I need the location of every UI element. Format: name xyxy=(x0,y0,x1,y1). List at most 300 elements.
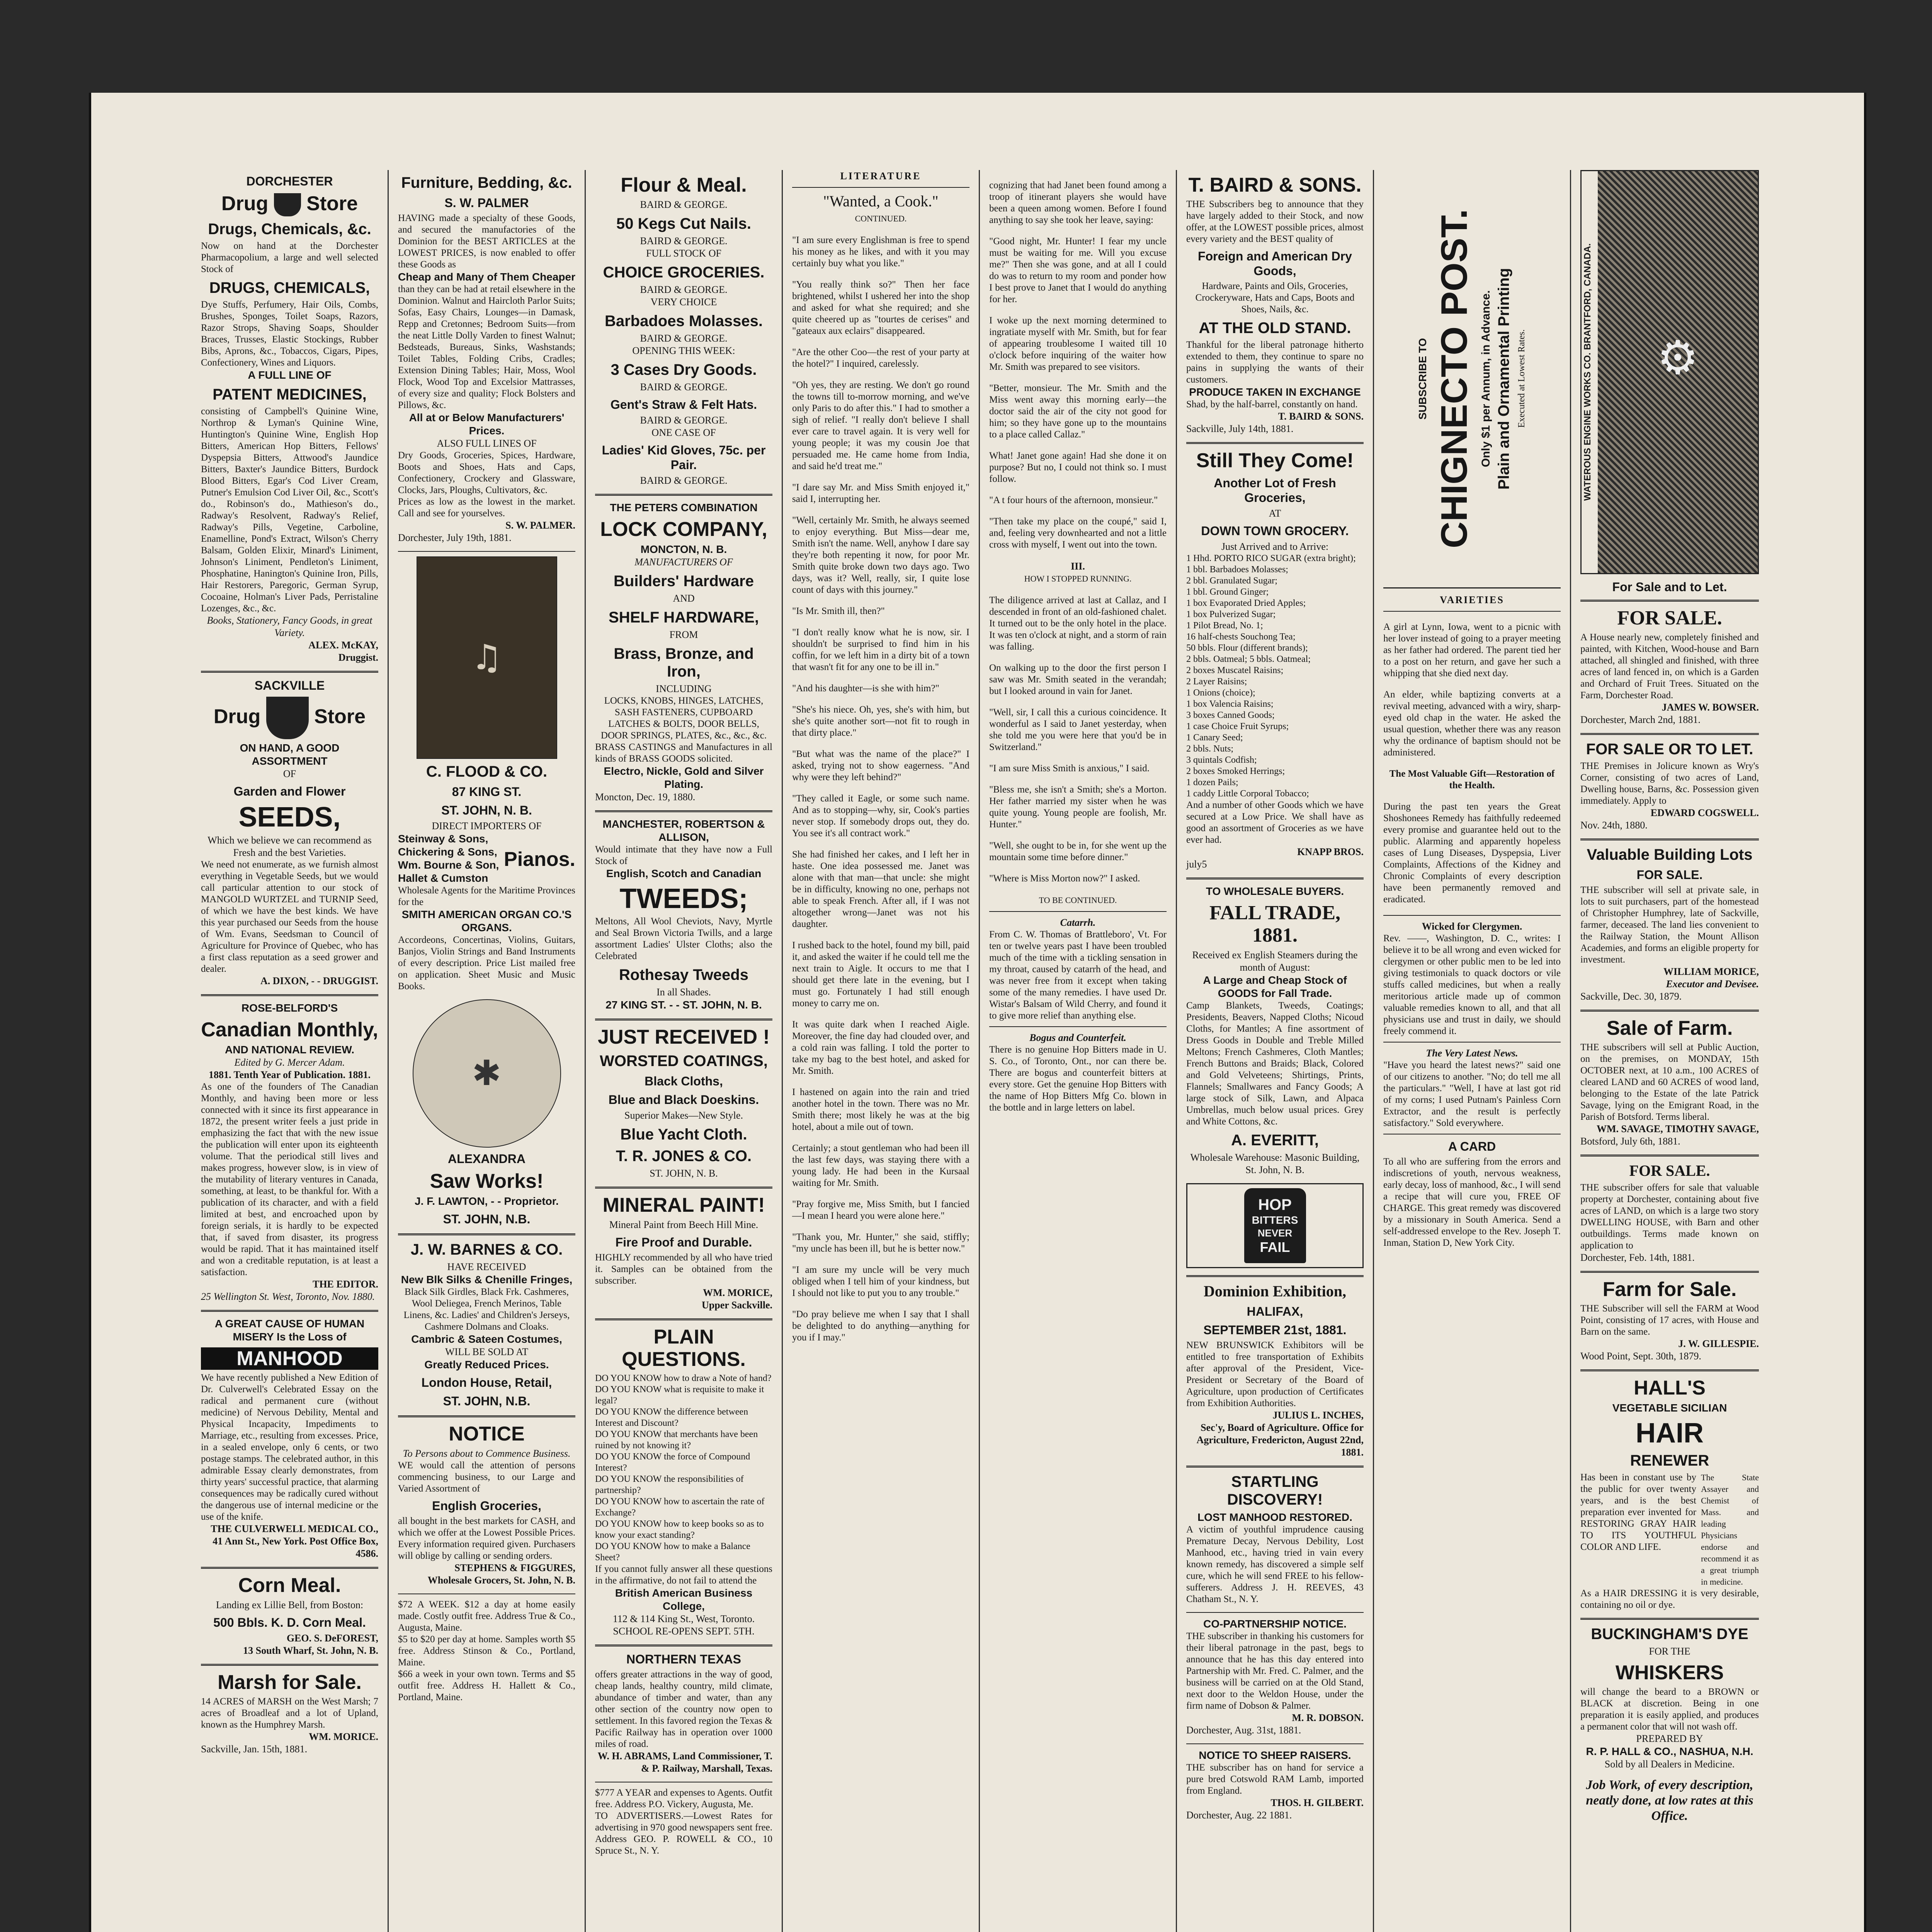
grocery-arrived: Just Arrived and to Arrive: xyxy=(1221,541,1329,552)
lots-body: THE subscriber will sell at private sale, in lots to suit purchasers, part of the homestead of Christopher Humphrey, late of Sackville, farmer, deceased. The land lies convenient to the Railway Station, the Mount Allison Academies, and forms an eligible property for investment. xyxy=(1580,885,1759,965)
corn-signer: GEO. S. DeFOREST, xyxy=(286,1633,378,1644)
variety-paragraph: An elder, while baptizing converts at a revival meeting, advanced with a wiry, sharp-eyed old chap in the water. He asked the usual question, whether there was any reason why the ordinance of baptism should not be administered. xyxy=(1383,689,1561,758)
story-paragraph: "Good night, Mr. Hunter! I fear my uncle must be waiting for me. Will you excuse me?" Then she was gone, and at all I could do was to return to my room and ponder how I best prove to Janet that I would do anything for her. xyxy=(989,236,1167,304)
buckingham-sub: FOR THE xyxy=(1649,1646,1690,1657)
exhibition-ad xyxy=(1186,1282,1364,1459)
furniture-body2: than they can be had at retail elsewhere in the Dominion. Walnut and Haircloth Parlor Suits; Sofas, Easy Chairs, Lounges—in Damask, Repp and Cretonnes; Bedroom Suits—from the neat Little Dolly Varden to finest Walnut; Bedsteads, Bureaus, Sinks, Washstands; Toilet Tables, Folding Cribs, Cradles; Extension Dining Tables; Hair, Moss, Wool Flock, Wood Top and Excelsior Mattrasses, of every size and quality; Flock Bolsters and Pillows, &c. xyxy=(398,284,575,410)
drug-subhead: DRUGS, CHEMICALS, xyxy=(209,279,370,297)
flour-firm: BAIRD & GEORGE. xyxy=(640,333,728,344)
divider xyxy=(989,911,1167,912)
varieties-text xyxy=(1383,621,1561,905)
divider xyxy=(1580,838,1759,840)
grocery-at: AT xyxy=(1269,508,1281,519)
to-let-caption: For Sale and to Let. xyxy=(1612,580,1727,594)
news-title: The Very Latest News. xyxy=(1426,1048,1518,1059)
flour-full: FULL STOCK OF xyxy=(646,248,722,259)
buckingham-whiskers: WHISKERS xyxy=(1615,1662,1724,1684)
drug-store-town: DORCHESTER xyxy=(246,174,333,188)
baird-shad: Shad, by the half-barrel, constantly on hand. xyxy=(1186,399,1358,410)
organ-icon: ♫ xyxy=(471,637,502,678)
column-1 xyxy=(192,170,389,1932)
drug-store-ad-dorchester xyxy=(201,174,378,664)
story-paragraph: "Well, certainly Mr. Smith, he always seemed to enjoy everything. But Miss—dear me, Smith isn't the name. Well, anyhow I dare say they're both repenting it now, for poor Mr. Smith quite broke down two days ago. Two days, was it? Well, really, sir, I quite lose count of days with this journey." xyxy=(792,515,969,595)
paint-title: MINERAL PAINT! xyxy=(602,1194,765,1216)
exhibition-body: NEW BRUNSWICK Exhibitors will be entitled to free transportation of Exhibits after approval of the President, Vice-President or Secretary of the Board of Agriculture, upon production of Certificates from Exhibition Authorities. xyxy=(1186,1340,1364,1408)
question-item: DO YOU KNOW what is requisite to make it legal? xyxy=(595,1384,764,1406)
barnes-prices: Greatly Reduced Prices. xyxy=(424,1359,549,1371)
halls-content xyxy=(1580,1472,1759,1588)
divider xyxy=(1383,1042,1561,1043)
flood-pianos: Pianos. xyxy=(504,848,575,871)
notice-role: Wholesale Grocers, St. John, N. B. xyxy=(427,1575,575,1586)
divider xyxy=(595,810,772,812)
lock-over: THE PETERS COMBINATION xyxy=(610,502,758,514)
wholesale-items: Camp Blankets, Tweeds, Coatings; Presidents, Beavers, Napped Cloths; Nicoud Cloths, for Mantles; A fine assortment of Dress Goods in Double and Treble Milled Meltons; French Cashmeres, Cloth Mantles; French Buttons and Braids; Black, Colored and Gold Velveteens; Shirtings, Prints, Flannels; Smallwares and Fancy Goods; A large stock of Silk, Lawn, and Alpaca Umbrellas, much below usual prices. Grey and White Cottons, &c. xyxy=(1186,1000,1364,1127)
lock-date: Moncton, Dec. 19, 1880. xyxy=(595,791,696,803)
question-item: DO YOU KNOW how to ascertain the rate of Exchange? xyxy=(595,1497,765,1518)
furniture-body: HAVING made a specialty of these Goods, and secured the manufactories of the Dominion for the BEST ARTICLES at the LOWEST PRICES, is now enabled to offer these Goods as xyxy=(398,213,575,270)
flour-grocer: CHOICE GROCERIES. xyxy=(603,264,765,281)
manchester-body: Would intimate that they have now a Full Stock of xyxy=(595,844,772,866)
flood-organs: SMITH AMERICAN ORGAN CO.'S ORGANS. xyxy=(401,908,572,934)
copartnership-body: THE subscriber in thanking his customers for their liberal patronage in the past, begs to announce that he has this day entered into Partnership with Mr. Fred. C. Palmer, and the business will be carried on at the Old Stand, next door to the Weldon House, under the firm name of Dobson & Palmer. xyxy=(1186,1631,1364,1711)
mineral-paint-ad xyxy=(595,1194,772,1311)
jones-yacht: Blue Yacht Cloth. xyxy=(620,1126,747,1143)
variety-paragraph: A girl at Lynn, Iowa, went to a picnic with her lover instead of going to a prayer meeting as her father had ordered. The parent tied her to a post on her return, and gave her such a whipping that she died next day. xyxy=(1383,622,1561,679)
section-number: III. xyxy=(1071,561,1085,572)
notice-signer: STEPHENS & FIGGURES, xyxy=(454,1562,575,1573)
story-paragraph: "I don't really know what he is now, sir. I shouldn't be surprised to find him in his coffin, for we left him in a dirty bit of a town that wasn't fit for any one to be ill in." xyxy=(792,627,969,672)
barnes-ad xyxy=(398,1241,575,1408)
lots-signer: WILLIAM MORICE, xyxy=(1663,966,1759,977)
copartnership-date: Dorchester, Aug. 31st, 1881. xyxy=(1186,1725,1301,1736)
story-paragraph: "Where is Miss Morton now?" I asked. xyxy=(989,873,1140,884)
of-label: OF xyxy=(283,768,296,780)
wholesale-ad xyxy=(1186,885,1364,1176)
divider xyxy=(595,1019,772,1020)
story-paragraph: "I dare say Mr. and Miss Smith enjoyed it," said I, interrupting her. xyxy=(792,482,969,504)
story-paragraph: Certainly; a stout gentleman who had been ill the last few days, was staying there with a young lady. He had been in the Kursaal waiting for Mr. Smith. xyxy=(792,1143,969,1188)
flour-title: Flour & Meal. xyxy=(621,174,747,196)
for-sale-ad xyxy=(1580,607,1759,726)
hop-bitters-ad xyxy=(1186,1183,1364,1268)
barnes-cambric: Cambric & Sateen Costumes, xyxy=(411,1333,562,1345)
small-ad: $66 a week in your own town. Terms and $5 outfit free. Address H. Hallett & Co., Portland, Maine. xyxy=(398,1669,575,1702)
marsh-date: Sackville, Jan. 15th, 1881. xyxy=(201,1743,308,1755)
divider xyxy=(1186,1466,1364,1468)
barnes-head: New Blk Silks & Chenille Fringes, xyxy=(401,1274,573,1286)
baird-thanks: Thankful for the liberal patronage hitherto extended to them, they continue to spare no pains in supplying the wants of their customers. xyxy=(1186,340,1364,385)
lock-from: FROM xyxy=(669,629,698,640)
story-paragraph: "Well, sir, I call this a curious coincidence. It wonderful as I said to Janet yesterday, when she told me you were here that you'd be in Switzerland." xyxy=(989,707,1167,752)
startling-ad xyxy=(1186,1473,1364,1605)
grocery-item: 1 bbl. Barbadoes Molasses; xyxy=(1186,565,1288,575)
manhood-body: We have recently published a New Edition of Dr. Culverwell's Celebrated Essay on the radical and permanent cure (without medicine) of Nervous Debility, Mental and Physical Incapacity, Impediments to Marriage, etc., resulting from excesses. Price, in a sealed envelope, only 6 cents, or two postage stamps. The celebrated author, in this admirable Essay clearly demonstrates, from thirty years' successful practice, that alarming consequences may be radically cured without the dangerous use of internal medicine or the use of the knife. xyxy=(201,1372,378,1522)
marsh-ad xyxy=(201,1671,378,1755)
card-body: To all who are suffering from the errors and indiscretions of youth, nervous weakness, early decay, loss of manhood, &c., I will send a recipe that will cure you, FREE OF CHARGE. This great remedy was discovered by a missionary in South America. Send a self-addressed envelope to the Rev. Joseph T. Inman, Station D, New York City. xyxy=(1383,1156,1561,1248)
lock-city: MONCTON, N. B. xyxy=(640,543,727,555)
small-ad: $72 A WEEK. $12 a day at home easily made. Costly outfit free. Address True & Co., Augusta, Maine. xyxy=(398,1599,575,1633)
farm-sale-title: Sale of Farm. xyxy=(1606,1017,1733,1039)
grocery-item: 1 Onions (choice); xyxy=(1186,688,1255,698)
questions-addr: 112 & 114 King St., West, Toronto. xyxy=(612,1613,755,1624)
hop-label-mid: BITTERS xyxy=(1252,1214,1298,1226)
halls-renewer: RENEWER xyxy=(1630,1452,1709,1469)
saw-title: Saw Works! xyxy=(430,1170,544,1192)
flood-city: ST. JOHN, N. B. xyxy=(441,803,532,817)
seeds-text: Which we believe we can recommend as Fresh and the best Varieties. xyxy=(207,835,372,859)
farm-for-sale-ad xyxy=(1580,1278,1759,1362)
divider xyxy=(1383,611,1561,612)
for-sale-signer: JAMES W. BOWSER. xyxy=(1662,702,1759,713)
exhibition-role: Sec'y, Board of Agriculture. Office for Agriculture, Fredericton, August 22nd, 1881. xyxy=(1196,1422,1364,1458)
jones-doeskins: Blue and Black Doeskins. xyxy=(608,1093,759,1107)
halls-name: HALL'S xyxy=(1634,1377,1706,1399)
drug-store-title-right: Store xyxy=(306,192,358,215)
story-continued: CONTINUED. xyxy=(855,214,907,223)
question-item: DO YOU KNOW how to draw a Note of hand? xyxy=(595,1373,772,1383)
baird-sons-ad xyxy=(1186,174,1364,435)
exhibition-signer: JULIUS L. INCHES, xyxy=(1272,1410,1364,1421)
drug-store-title xyxy=(201,697,378,739)
divider xyxy=(1580,600,1759,602)
flour-molasses: Barbadoes Molasses. xyxy=(604,313,763,330)
story-text-part3 xyxy=(989,595,1167,884)
post-subscribe: SUBSCRIBE TO xyxy=(1416,338,1429,420)
baird-items: Hardware, Paints and Oils, Groceries, Crockeryware, Hats and Caps, Boots and Shoes, Nails, &c. xyxy=(1195,281,1355,315)
lock-castings: BRASS CASTINGS and Manufactures in all kinds of BRASS GOODS solicited. xyxy=(595,742,772,764)
building-lots-ad xyxy=(1580,846,1759,1003)
question-item: DO YOU KNOW the force of Compound Interest? xyxy=(595,1452,750,1473)
seeds-signer: A. DIXON, - - DRUGGIST. xyxy=(260,975,378,987)
bogus-body: There is no genuine Hop Bitters made in U. S. Co., of Toronto, Ont., nor can there be. There are bogus and counterfeit bitters at every store. Get the genuine Hop Bitters with the name of Hop Bitters Mfg Co. blown in the bottle and in large letters on label. xyxy=(989,1044,1167,1113)
paint-sub: Mineral Paint from Beech Hill Mine. xyxy=(609,1219,759,1230)
texas-body: offers greater attractions in the way of good, cheap lands, healthy country, mild climate, abundance of timber and water, than any other section of the country now open to settlement. In this favored region the Texas & Pacific Railway has in operation over 1000 miles of road. xyxy=(595,1669,772,1749)
drug-store-title-right: Store xyxy=(314,706,366,728)
for-sale2-title: FOR SALE. xyxy=(1629,1162,1710,1179)
baird-produce: PRODUCE TAKEN IN EXCHANGE xyxy=(1189,386,1361,398)
bogus-title: Bogus and Counterfeit. xyxy=(1029,1032,1126,1043)
grocery-item: 2 Layer Raisins; xyxy=(1186,677,1247,687)
story-title: "Wanted, a Cook." xyxy=(823,192,939,210)
barnes-items: Black Silk Girdles, Black Frk. Cashmeres, Wool Deliegea, French Merinos, Table Linens, &c. Ladies' and Children's Jerseys, Cashmere Dolmans and Cloaks. xyxy=(403,1287,570,1332)
divider xyxy=(1580,1271,1759,1273)
story-paragraph: "Well, she ought to be in, for she went up the mountain some time before dinner." xyxy=(989,840,1167,862)
wholesale-role: Wholesale Warehouse: Masonic Building, St. John, N. B. xyxy=(1190,1152,1360,1175)
furniture-title: Furniture, Bedding, &c. xyxy=(401,174,572,191)
lots-sub: FOR SALE. xyxy=(1636,868,1703,882)
question-item: DO YOU KNOW how to keep books so as to know your exact standing? xyxy=(595,1519,764,1540)
monthly-title: Canadian Monthly, xyxy=(201,1019,378,1041)
flour-firm: BAIRD & GEORGE. xyxy=(640,235,728,247)
lots-role: Executor and Devisee. xyxy=(1666,978,1759,990)
drug-store-ad-sackville xyxy=(201,678,378,987)
engine-illustration xyxy=(1598,171,1758,573)
jones-firm: T. R. JONES & CO. xyxy=(616,1148,752,1165)
lock-brass: Brass, Bronze, and Iron, xyxy=(614,645,754,680)
story-paragraph: She had finished her cakes, and I left her in haste. One idea possessed me. Janet was alone with that man—that uncle: she might be in difficulty, knowing no one, perhaps not able to speak French. After all, if I was not altogether wrong—Janet was not his daughter. xyxy=(792,849,969,929)
story-paragraph: "She's his niece. Oh, yes, she's with him, but she's quite another sort—not fit to rough in that dirty place." xyxy=(792,704,969,738)
job-work-notice: Job Work, of every description, neatly done, at low rates at this Office. xyxy=(1586,1778,1753,1823)
corn-addr: 13 South Wharf, St. John, N. B. xyxy=(243,1645,378,1656)
flour-firm: BAIRD & GEORGE. xyxy=(640,475,728,486)
monthly-over: ROSE-BELFORD'S xyxy=(241,1002,338,1014)
buckingham-firm: R. P. HALL & CO., NASHUA, N.H. xyxy=(1586,1745,1753,1757)
column-2 xyxy=(389,170,586,1932)
grocery-item: 2 bbls. Nuts; xyxy=(1186,744,1234,754)
divider xyxy=(201,1664,378,1666)
manchester-addr: 27 KING ST. - - ST. JOHN, N. B. xyxy=(605,999,762,1011)
question-item: DO YOU KNOW the responsibilities of partnership? xyxy=(595,1474,744,1495)
story-paragraph: The diligence arrived at last at Callaz, and I descended in front of an old-fashioned chalet. It turned out to be the only hotel in the place. It was ten o'clock at night, and a storm of rain was falling. xyxy=(989,595,1167,652)
furniture-prices: Prices as low as the lowest in the market. Call and see for yourselves. xyxy=(398,497,575,519)
halls-vegetable: VEGETABLE SICILIAN xyxy=(1612,1402,1727,1414)
grocery-ad xyxy=(1186,449,1364,871)
flour-firm: BAIRD & GEORGE. xyxy=(640,284,728,295)
farm-title: Farm for Sale. xyxy=(1602,1278,1737,1301)
monthly-address: 25 Wellington St. West, Toronto, Nov. 1880. xyxy=(201,1291,375,1303)
paint-signer: WM. MORICE, xyxy=(703,1287,772,1298)
column-7 xyxy=(1374,170,1571,1932)
divider xyxy=(201,994,378,996)
sheep-date: Dorchester, Aug. 22 1881. xyxy=(1186,1810,1292,1821)
drug-store-title-left: Drug xyxy=(221,192,269,215)
divider xyxy=(398,1233,575,1235)
baird-date: Sackville, July 14th, 1881. xyxy=(1186,423,1294,434)
furniture-cheap: Cheap and Many of Them Cheaper xyxy=(398,271,575,283)
engine-icon: ⚙ xyxy=(1657,331,1699,385)
story-paragraph: I rushed back to the hotel, found my bill, paid it, and asked the waiter if he could tell me the next train to Aigle. It occurs to me that I should get there late in the evening, but I must go. Fortunately I had still enough money to carry me on. xyxy=(792,940,969,1009)
sheep-body: THE subscriber has on hand for service a pure bred Cotswold RAM Lamb, imported from England. xyxy=(1186,1762,1364,1796)
sale-let-date: Nov. 24th, 1880. xyxy=(1580,820,1648,831)
grocery-title: Still They Come! xyxy=(1196,449,1354,472)
exhibition-city: HALIFAX, xyxy=(1247,1304,1303,1318)
divider xyxy=(1186,1743,1364,1744)
lock-builders: Builders' Hardware xyxy=(614,573,754,590)
wholesale-head: TO WHOLESALE BUYERS. xyxy=(1206,885,1344,897)
manhood-address: THE CULVERWELL MEDICAL CO., 41 Ann St., New York. Post Office Box, 4586. xyxy=(211,1523,378,1560)
grocery-item: 2 bbls. Oatmeal; 5 bbls. Oatmeal; xyxy=(1186,654,1311,664)
catarrh-title: Catarrh. xyxy=(1060,917,1096,928)
story-paragraph: "Are the other Coo—the rest of your party at the hotel?" I inquired, carelessly. xyxy=(792,347,969,369)
grocery-item: 1 Canary Seed; xyxy=(1186,733,1243,743)
patent-medicines-list: consisting of Campbell's Quinine Wine, Northrop & Lyman's Quinine Wine, Huntington's Quinine Wine, English Hop Bitters, American Hop Bitters, Fellows' Dyspepsia Bitters, Attwood's Jaundice Bitters, Baxter's Jaundice Bitters, Burdock Blood Bitters, Egar's Cod Liver Cream, Putner's Emulsion Cod Liver Oil, &c., Scott's do., Robinson's do., Mathieson's do., Radway's Resolvent, Radway's Relief, Radway's Pills, Vegetine, Carboline, Enamelline, Pond's Extract, Wilson's Cherry Balsam, Golden Elixir, Minard's Liniment, Johnson's Liniment, Pendleton's Liniment, Phosphatine, Hanington's Quinine Iron, Pills, Hair Restorers, Paregoric, German Syrup, Cocoaine, Holman's Liver Pads, Perristaline Lozenges, &c., &c. xyxy=(201,406,378,614)
story-text-continued xyxy=(989,180,1167,551)
story-paragraph: What! Janet gone again! Had she done it on purpose? But no, I could not think so. I must follow. xyxy=(989,451,1167,484)
mortar-pestle-icon xyxy=(266,697,309,739)
barnes-house: London House, Retail, xyxy=(421,1376,552,1389)
section-heading: LITERATURE xyxy=(840,170,922,182)
story-paragraph: I hastened on again into the rain and tried another hotel in the town. There was no Mr. Smith there; most likely he was at the big hotel, about a mile out of town. xyxy=(792,1087,969,1132)
to-be-continued: TO BE CONTINUED. xyxy=(1039,895,1117,905)
barnes-name: J. W. BARNES & CO. xyxy=(410,1241,563,1258)
manchester-shades: In all Shades. xyxy=(656,986,711,998)
flood-addr: 87 KING ST. xyxy=(452,785,522,799)
notice-sub: To Persons about to Commence Business. xyxy=(403,1448,571,1459)
copartnership-signer: M. R. DOBSON. xyxy=(1292,1712,1364,1723)
grocery-item: 2 bbl. Granulated Sugar; xyxy=(1186,576,1277,586)
furniture-below: All at or Below Manufacturers' Prices. xyxy=(409,412,565,437)
manchester-name: MANCHESTER, ROBERTSON & ALLISON, xyxy=(602,818,765,843)
grocery-item: 1 box Evaporated Dried Apples; xyxy=(1186,598,1306,608)
baird-george-ad xyxy=(595,174,772,487)
farm-date: Wood Point, Sept. 30th, 1879. xyxy=(1580,1350,1701,1362)
jones-superior: Superior Makes—New Style. xyxy=(624,1110,743,1121)
mortar-icon xyxy=(274,193,301,216)
buckingham-title: BUCKINGHAM'S DYE xyxy=(1591,1626,1748,1643)
baird-signer: T. BAIRD & SONS. xyxy=(1278,411,1364,422)
hop-label-fail: FAIL xyxy=(1260,1239,1290,1255)
lock-title: LOCK COMPANY, xyxy=(600,518,767,541)
divider xyxy=(1186,1275,1364,1277)
halls-renewer-ad xyxy=(1580,1377,1759,1611)
divider xyxy=(595,1645,772,1646)
divider xyxy=(1580,1010,1759,1012)
monthly-editor: Edited by G. Mercer Adam. xyxy=(234,1057,345,1068)
flour-opening: OPENING THIS WEEK: xyxy=(632,345,735,356)
for-sale-date: Dorchester, March 2nd, 1881. xyxy=(1580,714,1701,725)
sale-let-title: FOR SALE OR TO LET. xyxy=(1586,741,1753,758)
furniture-also-text: Dry Goods, Groceries, Spices, Hardware, Boots and Shoes, Hats and Caps, Confectionery, Crockery and Glassware, Clocks, Jars, Ploughs, Cultivators, &c. xyxy=(398,450,575,495)
story-paragraph: "Oh yes, they are resting. We don't go round the towns till to-morrow morning, and we've only Paris to do after this." I had to smother a sigh of relief. "I really don't believe I shall ever care to travel again. It is very well for young people; it was my cousin Joe that persuaded me. He came home from India, and said he'd treat me." xyxy=(792,380,969,471)
corn-title: Corn Meal. xyxy=(238,1574,341,1597)
drug-store-title-left: Drug xyxy=(213,706,261,728)
story-paragraph: "Do pray believe me when I say that I shall be delighted to do anything—anything for you if I may." xyxy=(792,1309,969,1343)
story-paragraph: It was quite dark when I reached Aigle. Moreover, the fine day had clouded over, and a cold rain was falling. I told the porter to take my bag to the best hotel, and asked for Mr. Smith. xyxy=(792,1019,969,1076)
sale-or-let-ad xyxy=(1580,740,1759,832)
divider xyxy=(201,671,378,673)
grocery-item: 1 bbl. Ground Ginger; xyxy=(1186,587,1269,597)
lots-date: Sackville, Dec. 30, 1879. xyxy=(1580,991,1682,1002)
divider xyxy=(1580,1155,1759,1156)
paint-body: HIGHLY recommended by all who have tried it. Samples can be obtained from the subscriber. xyxy=(595,1252,772,1286)
question-item: DO YOU KNOW the difference between Interest and Discount? xyxy=(595,1407,748,1428)
flour-hats: Gent's Straw & Felt Hats. xyxy=(610,398,757,412)
story-paragraph: "Better, monsieur. The Mr. Smith and the Miss went away this morning early—the doctor said the air of the city not good for him; so they have gone up to the mountains to a place called Callaz." xyxy=(989,383,1167,440)
newspaper-page xyxy=(192,170,1768,1932)
drug-extra: Books, Stationery, Fancy Goods, in great Variety. xyxy=(207,615,372,639)
sale-of-farm-ad xyxy=(1580,1017,1759,1148)
monthly-sub: AND NATIONAL REVIEW. xyxy=(225,1044,354,1056)
manhood-lead: A GREAT CAUSE OF HUMAN MISERY Is the Loss of xyxy=(214,1318,365,1343)
question-item: DO YOU KNOW that merchants have been ruined by not knowing it? xyxy=(595,1429,758,1451)
engine-works-ad xyxy=(1580,170,1759,574)
clergymen-body: Rev. ——, Washington, D. C., writes: I believe it to be all wrong and even wicked for clergymen or other public men to be led into giving testimonials to quack doctors or vile stuffs called medicines, but when a really meritorious article made up of common valuable remedies known to all, and that all physicians use and trust in daily, we should freely commend it. xyxy=(1383,933,1561,1036)
questions-title: PLAIN QUESTIONS. xyxy=(622,1326,746,1371)
story-paragraph: On walking up to the door the first person I saw was Mr. Smith seated in the verandah; but I looked around in vain for Janet. xyxy=(989,663,1167,696)
drug-store-title xyxy=(201,192,378,216)
startling-title: STARTLING DISCOVERY! xyxy=(1227,1473,1323,1508)
lock-items: LOCKS, KNOBS, HINGES, LATCHES, SASH FASTENERS, CUPBOARD LATCHES & BOLTS, DOOR BELLS, DOOR SPRINGS, PLATES, &c., &c., &c. xyxy=(600,696,767,741)
notice-title: NOTICE xyxy=(449,1423,525,1445)
small-ad: $777 A YEAR and expenses to Agents. Outfit free. Address P.O. Vickery, Augusta, Me. xyxy=(595,1787,772,1810)
jones-city: ST. JOHN, N. B. xyxy=(650,1168,718,1179)
grocery-list xyxy=(1186,553,1364,799)
grocery-item: 3 quintals Codfish; xyxy=(1186,755,1257,765)
story-paragraph: "Bless me, she isn't a Smith; she's a Morton. Her father married my sister when he was quite young. Young people are foolish, Mr. Hunter." xyxy=(989,784,1167,830)
baird-body: THE Subscribers beg to announce that they have largely added to their Stock, and now offer, at the LOWEST possible prices, almost every variety and the BEST quality of xyxy=(1186,199,1364,244)
grocery-body: And a number of other Goods which we have secured at a Low Price. We shall have as good an assortment of Groceries as we have ever had. xyxy=(1186,800,1364,845)
clergymen-title: Wicked for Clergymen. xyxy=(1422,921,1522,932)
marsh-signer: WM. MORICE. xyxy=(309,1731,378,1743)
jones-coatings: WORSTED COATINGS, xyxy=(600,1053,768,1070)
marsh-title: Marsh for Sale. xyxy=(218,1671,362,1694)
story-paragraph: "I am sure Miss Smith is anxious," I said. xyxy=(989,763,1150,774)
farm-sale-signers: WM. SAVAGE, TIMOTHY SAVAGE, xyxy=(1597,1123,1759,1134)
divider xyxy=(1186,442,1364,444)
grocery-item: 2 boxes Muscatel Raisins; xyxy=(1186,665,1284,675)
story-paragraph: "They called it Eagle, or some such name. And as to stopping—why, sir, Cook's parties never stop. If somebody drops out, they do. You see it's all contract work." xyxy=(792,793,969,838)
column-3 xyxy=(586,170,783,1932)
divider xyxy=(1383,915,1561,916)
buckingham-body: will change the beard to a BROWN or BLACK at discretion. Being in one preparation it is easily applied, and produces a permanent color that will not wash off. xyxy=(1580,1687,1759,1732)
lock-company-ad xyxy=(595,501,772,803)
furniture-signer: S. W. PALMER. xyxy=(505,520,575,531)
grocery-item: 1 case Choice Fruit Syrups; xyxy=(1186,721,1289,731)
post-executed: Executed at Lowest Rates. xyxy=(1516,329,1527,428)
grocery-item: 2 boxes Smoked Herrings; xyxy=(1186,766,1285,776)
barnes-city: ST. JOHN, N.B. xyxy=(443,1394,531,1408)
hop-label-top: HOP xyxy=(1258,1196,1292,1213)
story-paragraph: "I am sure my uncle will be very much obliged when I tell him of your kindness, but I should not like to put you to any trouble." xyxy=(792,1265,969,1298)
divider xyxy=(595,494,772,496)
furniture-also: ALSO FULL LINES OF xyxy=(437,438,537,449)
drug-items: Dye Stuffs, Perfumery, Hair Oils, Combs, Brushes, Sponges, Toilet Soaps, Razors, Razor Strops, Shaving Soaps, Shoulder Braces, Trusses, Elastic Stockings, Rubber Bibs, Aprons, &c., Tobaccos, Cigars, Pipes, Confectionery, Wines and Liquors. xyxy=(201,299,378,368)
flour-dry: 3 Cases Dry Goods. xyxy=(611,361,757,378)
story-paragraph: "I am sure every Englishman is free to spend his money as he likes, and with it you may certainly buy what you like." xyxy=(792,235,969,269)
corn-line1: Landing ex Lillie Bell, from Boston: xyxy=(216,1599,364,1611)
story-paragraph: I woke up the next morning determined to ingratiate myself with Mr. Smith, but for fear of appearing troublesome I waited till 10 o'clock before inquiring of the waiter how Mr. Smith was prepared to see visitors. xyxy=(989,315,1167,372)
drug-store-town: SACKVILLE xyxy=(254,679,325,693)
flour-one-case: ONE CASE OF xyxy=(651,427,716,438)
manhood-title: MANHOOD xyxy=(201,1347,378,1370)
divider xyxy=(989,1026,1167,1027)
texas-title: NORTHERN TEXAS xyxy=(626,1652,741,1666)
corn-meal-ad xyxy=(201,1574,378,1657)
drug-signer-role: Druggist. xyxy=(338,652,378,663)
buckingham-ad xyxy=(1580,1625,1759,1770)
saw-illustration xyxy=(413,999,561,1148)
farm-signer: J. W. GILLESPIE. xyxy=(1678,1338,1759,1349)
drug-intro: Now on hand at the Dorchester Pharmacopolium, a large and well selected Stock of xyxy=(201,241,378,275)
news-body: "Have you heard the latest news?" said one of our citizens to another. "No; do tell me all the particulars." "Well, I have at last got rid of my corns; I used Putnam's Painless Corn Extractor, and the result is perfectly satisfactory." Sold everywhere. xyxy=(1383,1060,1561,1128)
divider xyxy=(201,1310,378,1312)
saw-works-ad xyxy=(398,1151,575,1226)
variety-paragraph: During the past ten years the Great Shoshonees Remedy has faithfully redeemed every promise and guarantee held out to the public. Alarming and apparently hopeless cases of Lung Diseases, Dyspepsia, Liver Complaints, Affections of the Kidney and Chronic Complaints of every description have been permanently removed and eradicated. xyxy=(1383,801,1561,905)
notice-groceries: English Groceries, xyxy=(432,1499,541,1513)
manchester-body2: Meltons, All Wool Cheviots, Navy, Myrtle and Seal Brown Victoria Twills, and a large assortment Ladies' Ulster Cloths; also the Celebrated xyxy=(595,916,772,961)
manhood-ad xyxy=(201,1317,378,1560)
halls-side: The State Assayer and Chemist of Mass. and leading Physicians endorse and recommend it as a great triumph in medicine. xyxy=(1701,1473,1759,1587)
for-sale2-date: Dorchester, Feb. 14th, 1881. xyxy=(1580,1252,1695,1263)
flood-importers: DIRECT IMPORTERS OF xyxy=(432,820,542,832)
saw-city: ST. JOHN, N.B. xyxy=(443,1212,531,1226)
divider xyxy=(792,187,969,188)
question-item: DO YOU KNOW how to make a Balance Sheet? xyxy=(595,1541,750,1563)
works-vertical-text: WATEROUS ENGINE WORKS CO. BRANTFORD, CANADA. xyxy=(1582,243,1593,501)
flour-gloves: Ladies' Kid Gloves, 75c. per Pair. xyxy=(602,443,766,472)
seeds-body: We need not enumerate, as we furnish almost everything in Vegetable Seeds, but we would call particular attention to our stock of MANGOLD WURTZEL and TURNIP Seed, of which we have the best kinds. We have this year purchased our Seeds from the house of Wm. Evans, Seedsman to Council of Agriculture for Province of Quebec, who has a first class reputation as a seed grower and dealer. xyxy=(201,859,378,975)
for-sale-body: A House nearly new, completely finished and painted, with Kitchen, Wood-house and Barn attached, all shingled and finished, with three acres of land fenced in, on which is a Garden and Orchard of Fruit Trees. Situated on the Farm, Dorchester Road. xyxy=(1580,632,1759,701)
halls-hair: HAIR xyxy=(1636,1418,1704,1449)
buckingham-sold: Sold by all Dealers in Medicine. xyxy=(1604,1759,1735,1770)
monthly-year: 1881. Tenth Year of Publication. 1881. xyxy=(209,1069,371,1081)
manchester-rothesay: Rothesay Tweeds xyxy=(619,966,748,983)
furniture-ad xyxy=(398,174,575,544)
flood-instruments: Accordeons, Concertinas, Violins, Guitars, Banjos, Violin Strings and Band Instruments of every description. Price List mailed free on application. Sheet Music and Music Books. xyxy=(398,935,575,992)
farm-sale-date: Botsford, July 6th, 1881. xyxy=(1580,1136,1680,1147)
flood-agents: Wholesale Agents for the Maritime Provinces for the xyxy=(398,885,575,907)
